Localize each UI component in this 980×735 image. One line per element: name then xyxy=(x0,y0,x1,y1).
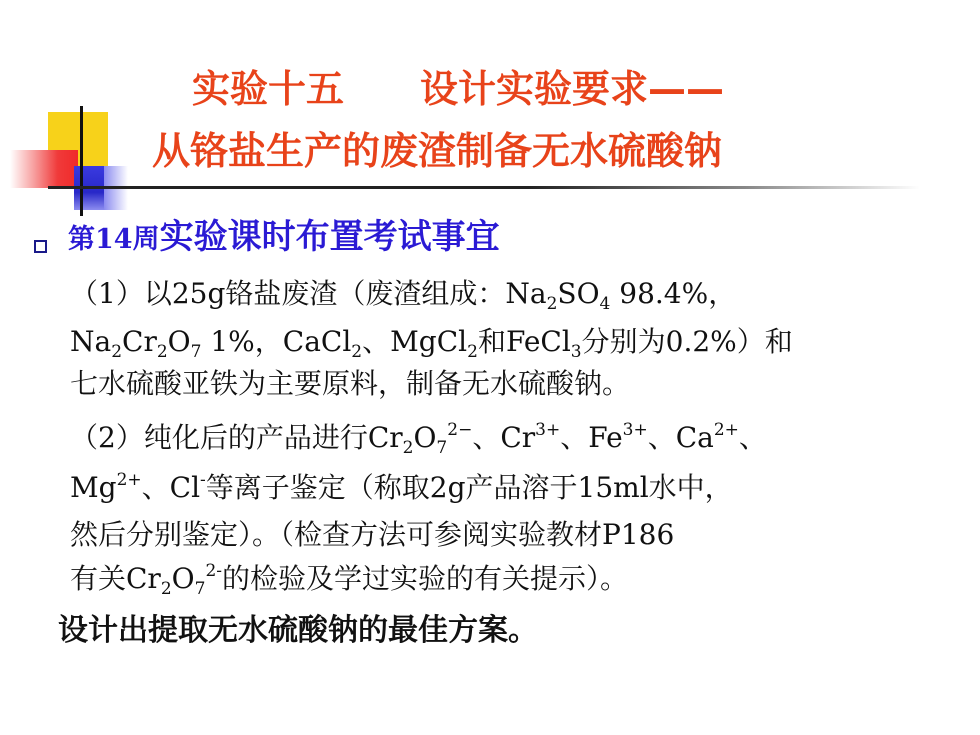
paragraph-1-line-3: 七水硫酸亚铁为主要原料，制备无水硫酸钠。 xyxy=(70,367,631,400)
text-run: SO xyxy=(557,277,600,310)
hollow-square-bullet-icon xyxy=(34,240,47,253)
text-run: 有关Cr xyxy=(70,562,161,595)
text-run: （1）以25g铬盐废渣（废渣组成：Na xyxy=(70,277,547,310)
subscript: 2 xyxy=(160,579,172,599)
text-run: 、 xyxy=(738,421,767,454)
text-run: O xyxy=(171,562,195,595)
superscript: 3+ xyxy=(535,420,561,440)
text-run: Na xyxy=(70,325,112,358)
text-run: 98.4%， xyxy=(610,277,737,310)
text-run: 1%，CaCl xyxy=(201,325,352,358)
text-run: 和FeCl xyxy=(477,325,571,358)
bullet-heading xyxy=(68,217,500,257)
subscript: 2 xyxy=(467,342,478,362)
text-run: 、Cl xyxy=(141,471,201,504)
paragraph-2-line-3: 然后分别鉴定）。（检查方法可参阅实验教材P186 xyxy=(70,518,675,551)
superscript: 2+ xyxy=(116,470,142,490)
text-run: 等离子鉴定（称取2g产品溶于15ml水中， xyxy=(205,471,733,504)
text-run: 、Fe xyxy=(560,421,623,454)
subscript: 2 xyxy=(402,438,414,458)
text-run: O xyxy=(413,421,437,454)
text-run: （2）纯化后的产品进行Cr xyxy=(70,421,403,454)
paragraph-2-line-4 xyxy=(70,561,629,599)
subscript: 2 xyxy=(156,342,168,362)
heading-week: 第14周 xyxy=(68,224,160,255)
corner-red-block-icon xyxy=(10,150,78,188)
superscript: 2- xyxy=(205,561,222,581)
subscript: 7 xyxy=(194,579,206,599)
superscript: - xyxy=(200,470,206,490)
text-run: 、MgCl xyxy=(362,325,468,358)
heading-main: 实验课时布置考试事宜 xyxy=(159,217,500,257)
corner-vertical-rule xyxy=(80,106,83,216)
subscript: 7 xyxy=(436,438,448,458)
subscript: 7 xyxy=(190,342,202,362)
superscript: 3+ xyxy=(622,420,648,440)
text-run: 的检验及学过实验的有关提示）。 xyxy=(222,562,629,595)
slide-title-line-2: 从铬盐生产的废渣制备无水硫酸钠 xyxy=(152,129,723,173)
subscript: 2 xyxy=(351,342,363,362)
text-run: Mg xyxy=(70,471,117,504)
subscript: 2 xyxy=(546,294,558,314)
text-run: 、Ca xyxy=(647,421,714,454)
conclusion-text: 设计出提取无水硫酸钠的最佳方案。 xyxy=(58,613,538,648)
subscript: 2 xyxy=(111,342,123,362)
title-divider-rule xyxy=(48,186,920,189)
text-run: 分别为0.2%）和 xyxy=(581,325,793,358)
subscript: 4 xyxy=(599,294,611,314)
text-run: 、Cr xyxy=(472,421,536,454)
text-run: O xyxy=(167,325,191,358)
text-run: Cr xyxy=(122,325,157,358)
paragraph-2-line-2 xyxy=(70,470,733,504)
superscript: 2+ xyxy=(713,420,739,440)
slide-title-line-1: 实验十五 设计实验要求—— xyxy=(192,67,725,111)
subscript: 3 xyxy=(570,342,582,362)
paragraph-2-line-1 xyxy=(70,420,767,458)
paragraph-1-line-2 xyxy=(70,325,793,362)
paragraph-1-line-1 xyxy=(70,277,737,314)
superscript: 2− xyxy=(447,420,473,440)
